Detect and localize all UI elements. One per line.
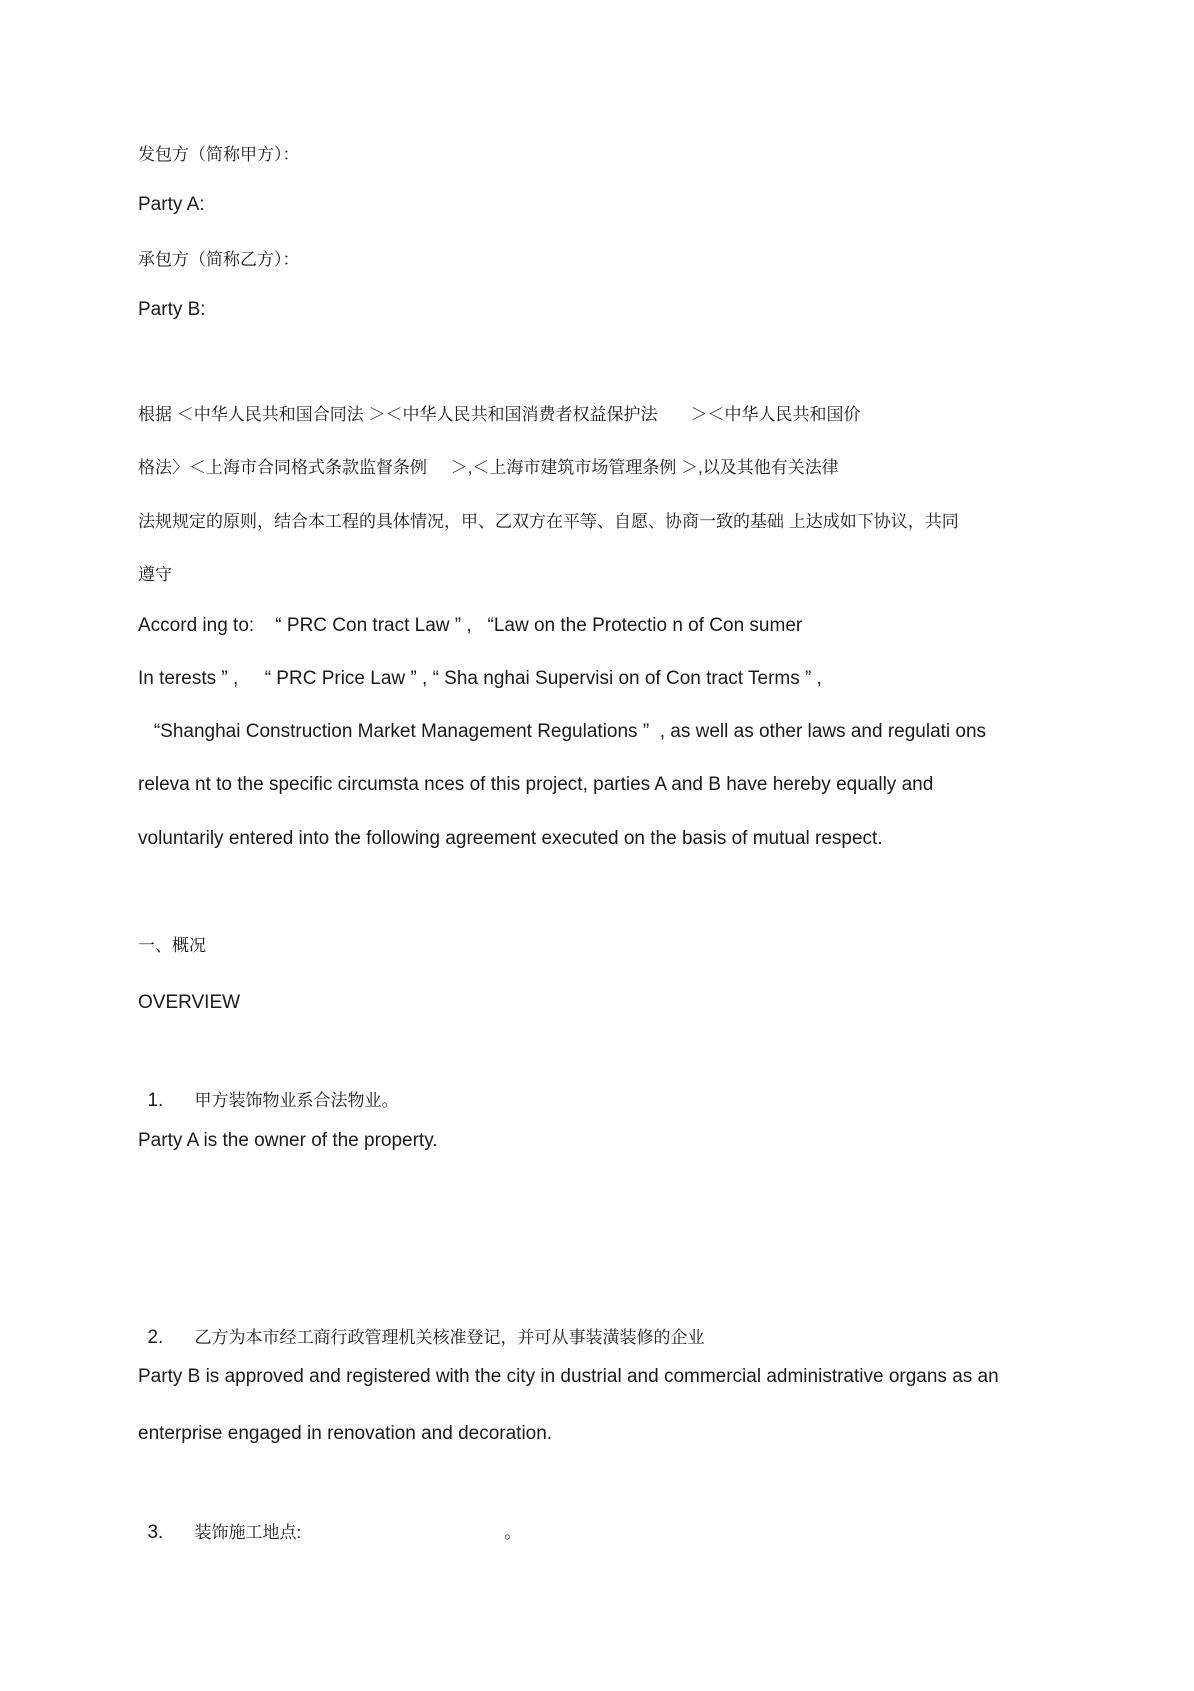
- preamble-en-line-1: Accord ing to: “ PRC Con tract Law ” , “Law on the Protectio n of Con sumer: [138, 615, 803, 636]
- item-1-zh: [138, 1074, 398, 1110]
- preamble-zh-line-3: 法规规定的原则，结合本工程的具体情况，甲、乙双方在平等、自愿、协商一致的基础 上达成如下协议，共同: [138, 512, 959, 531]
- item-number: 3.: [147, 1522, 164, 1543]
- preamble-zh-line-4: 遵守: [138, 565, 172, 584]
- preamble-zh-line-1: 根据 ＜中华人民共和国合同法 ＞＜中华人民共和国消费者权益保护法 ＞＜中华人民共和国价: [138, 405, 861, 424]
- party-a-en-label: Party A:: [138, 194, 205, 215]
- section-heading-zh: 一、概况: [138, 936, 206, 955]
- preamble-zh-line-2: 格法〉＜上海市合同格式条款监督条例 ＞,＜上海市建筑市场管理条例 ＞,以及其他有关法律: [138, 458, 839, 477]
- item-text: 乙方为本市经工商行政管理机关核准登记，并可从事装潢装修的企业: [194, 1328, 705, 1347]
- item-number: 1.: [147, 1090, 164, 1111]
- preamble-en-line-5: voluntarily entered into the following agreement executed on the basis of mutual respect.: [138, 828, 883, 849]
- item-1-en: Party A is the owner of the property.: [138, 1130, 438, 1151]
- item-2-en-line-1: Party B is approved and registered with the city in dustrial and commercial administrative organs as an: [138, 1366, 999, 1387]
- preamble-en-line-4: releva nt to the specific circumsta nces of this project, parties A and B have hereby equally and: [138, 774, 934, 795]
- section-heading-en: OVERVIEW: [138, 992, 241, 1013]
- item-text: 甲方装饰物业系合法物业。: [194, 1091, 399, 1110]
- item-text: 装饰施工地点: 。: [194, 1523, 522, 1542]
- party-b-zh-label: 承包方（简称乙方）：: [138, 250, 300, 269]
- preamble-en-line-3: “Shanghai Construction Market Management Regulations ” , as well as other laws and regulati ons: [138, 721, 987, 742]
- item-2-en-line-2: enterprise engaged in renovation and decoration.: [138, 1423, 553, 1444]
- party-b-en-label: Party B:: [138, 299, 206, 320]
- item-2-zh: [138, 1311, 704, 1347]
- item-number: 2.: [147, 1327, 164, 1348]
- item-3-zh: [138, 1506, 521, 1542]
- party-a-zh-label: 发包方（简称甲方）：: [138, 145, 300, 164]
- preamble-en-line-2: In terests ” , “ PRC Price Law ” , “ Sha nghai Supervisi on of Con tract Terms ” ,: [138, 668, 822, 689]
